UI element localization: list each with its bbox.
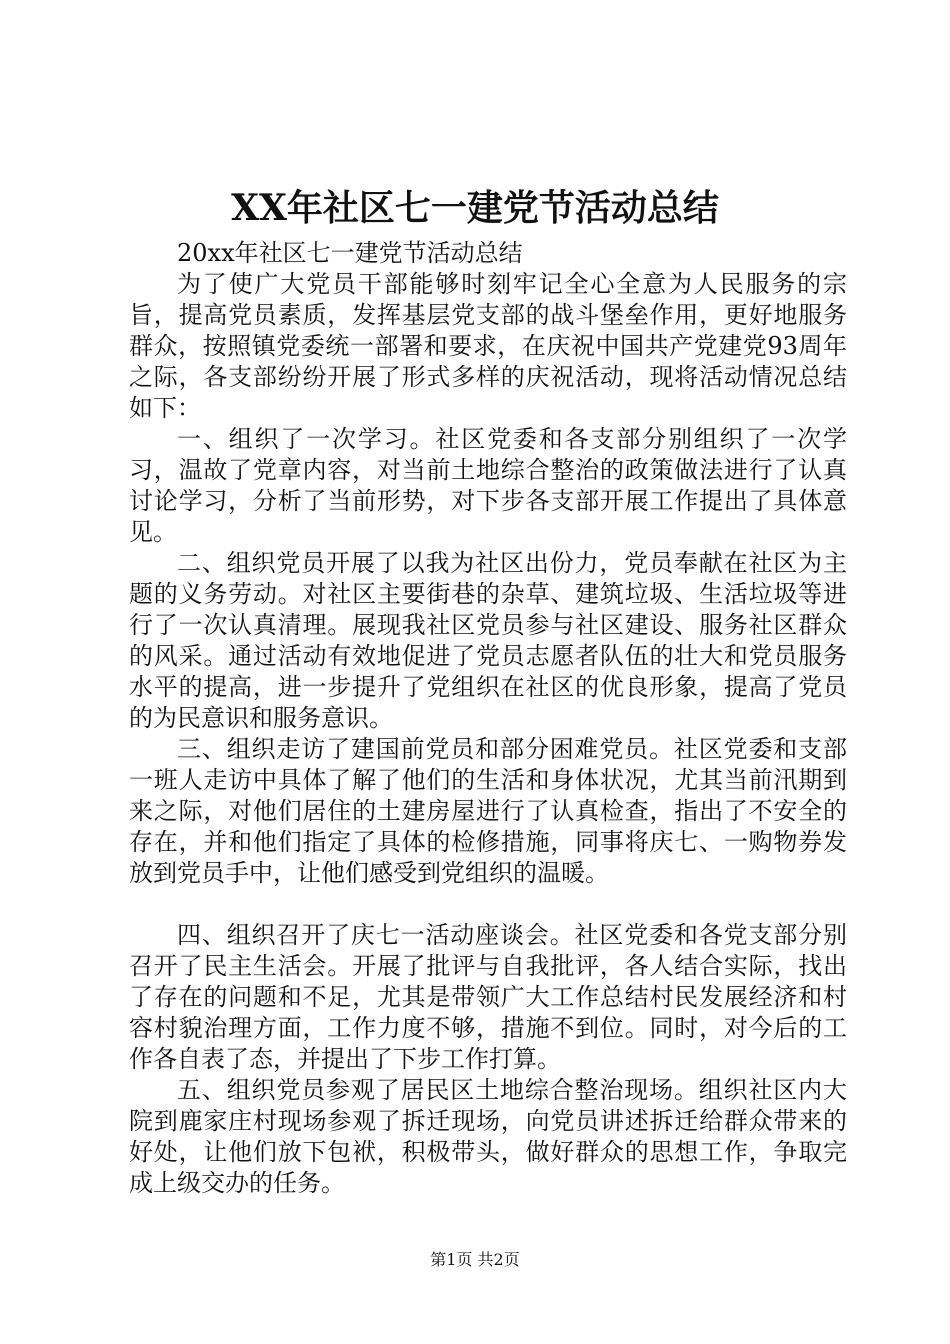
blank-line: [129, 889, 847, 920]
paragraph-section-3: 三、组织走访了建国前党员和部分困难党员。社区党委和支部一班人走访中具体了解了他们的生活和身体状况，尤其当前汛期到来之际，对他们居住的土建房屋进行了认真检查，指出了不安全的存在，并和他们指定了具体的检修措施，同事将庆七、一购物券发放到党员手中，让他们感受到党组织的温暖。: [129, 735, 847, 887]
paragraph-section-1: 一、组织了一次学习。社区党委和各支部分别组织了一次学习，温故了党章内容，对当前土地综合整治的政策做法进行了认真讨论学习，分析了当前形势，对下步各支部开展工作提出了具体意见。: [129, 425, 847, 546]
paragraph-section-5: 五、组织党员参观了居民区土地综合整治现场。组织社区内大院到鹿家庄村现场参观了拆迁现场，向党员讲述拆迁给群众带来的好处，让他们放下包袱，积极带头，做好群众的思想工作，争取完成上级交办的任务。: [129, 1076, 847, 1197]
paragraph-section-2: 二、组织党员开展了以我为社区出份力，党员奉献在社区为主题的义务劳动。对社区主要街巷的杂草、建筑垃圾、生活垃圾等进行了一次认真清理。展现我社区党员参与社区建设、服务社区群众的风采。通过活动有效地促进了党员志愿者队伍的壮大和党员服务水平的提高，进一步提升了党组织在社区的优良形象，提高了党员的为民意识和服务意识。: [129, 549, 847, 732]
paragraph-intro: 为了使广大党员干部能够时刻牢记全心全意为人民服务的宗旨，提高党员素质，发挥基层党支部的战斗堡垒作用，更好地服务群众，按照镇党委统一部署和要求，在庆祝中国共产党建党93周年之际，各支部纷纷开展了形式多样的庆祝活动，现将活动情况总结如下：: [129, 270, 847, 422]
document-title: XX年社区七一建党节活动总结: [231, 187, 719, 229]
document-subtitle: 20xx年社区七一建党节活动总结: [177, 239, 523, 267]
paragraph-section-4: 四、组织召开了庆七一活动座谈会。社区党委和各党支部分别召开了民主生活会。开展了批评与自我批评，各人结合实际，找出了存在的问题和不足，尤其是带领广大工作总结村民发展经济和村容村貌治理方面，工作力度不够，措施不到位。同时，对今后的工作各自表了态，并提出了下步工作打算。: [129, 921, 847, 1073]
page-footer: 第1页 共2页: [430, 1250, 520, 1269]
document-body: [129, 238, 847, 1199]
